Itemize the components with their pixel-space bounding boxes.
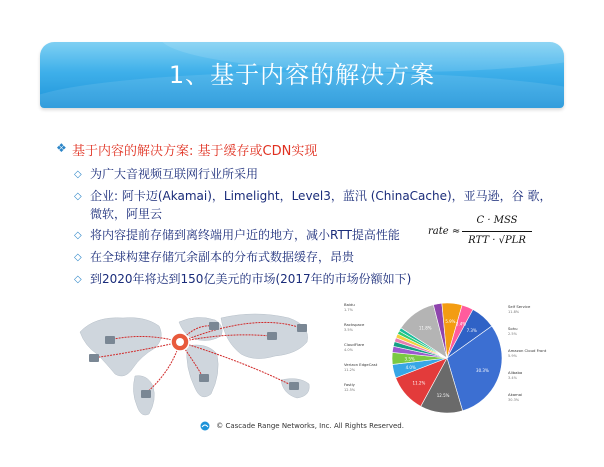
pie-slice-label: 3.5% xyxy=(404,356,415,362)
pie-legend-pct: 12.5% xyxy=(344,388,356,392)
pie-legend-label xyxy=(508,392,522,402)
pie-legend-label xyxy=(508,304,531,314)
pie-legend-name: CloudFlare xyxy=(344,342,365,347)
outline-diamond-icon: ◇ xyxy=(74,274,82,285)
sub-item xyxy=(74,165,576,184)
slide-title: 1、基于内容的解决方案 xyxy=(168,61,436,89)
formula-bar xyxy=(462,231,532,232)
pie-legend-label xyxy=(344,322,365,332)
rate-formula xyxy=(428,215,538,251)
pie-slice-label: 30.3% xyxy=(476,368,489,374)
main-bullet xyxy=(56,140,576,162)
sub-item-text: 到2020年将达到150亿美元的市场(2017年的市场份额如下) xyxy=(90,272,412,286)
pie-slice-label: 3.4% xyxy=(455,321,467,327)
footer xyxy=(0,418,604,434)
pie-legend-pct: 11.2% xyxy=(344,368,356,372)
diamond-bullet-icon: ❖ xyxy=(56,141,67,155)
pie-legend-name: Verizon EdgeCast xyxy=(344,362,378,367)
pie-legend-pct: 2.5% xyxy=(508,332,517,336)
pie-legend-label xyxy=(344,362,378,372)
pie-legend-name: Amazon Cloud Front xyxy=(508,348,547,353)
pie-legend-name: Fastly xyxy=(344,382,355,387)
formula-lhs: rate ≈ xyxy=(428,226,461,237)
pie-legend-name: Baidu xyxy=(344,302,355,307)
footer-copyright: © Cascade Range Networks, Inc. All Rights Reserved. xyxy=(216,422,404,430)
pie-legend-name: Sohu xyxy=(508,326,518,331)
sub-item-text: 将内容提前存储到离终端用户近的地方，减小RTT提高性能 xyxy=(90,228,400,242)
pie-slice-label: 11.2% xyxy=(412,380,426,386)
pie-legend-pct: 5.9% xyxy=(508,354,517,358)
pie-legend-pct: 30.3% xyxy=(508,398,520,402)
cascade-logo-icon xyxy=(200,421,210,431)
pie-legend-label xyxy=(344,302,355,312)
pie-legend-label xyxy=(508,326,518,336)
sub-item xyxy=(74,270,576,289)
pie-legend-label xyxy=(508,370,522,380)
formula-denominator: RTT · √PLR xyxy=(468,235,526,246)
pie-legend-pct: 3.4% xyxy=(508,376,517,380)
pie-legend-label xyxy=(344,382,356,392)
pie-legend-pct: 1.7% xyxy=(344,308,353,312)
outline-diamond-icon: ◇ xyxy=(74,191,82,202)
pie-legend-name: Akamai xyxy=(508,392,523,397)
sub-item-text: 企业: 阿卡迈(Akamai)，Limelight，Level3，蓝汛 (ChinaCache)，亚马逊，谷 歌，微软，阿里云 xyxy=(90,189,552,221)
main-bullet-text: 基于内容的解决方案: 基于缓存或CDN实现 xyxy=(72,144,318,159)
pie-legend-label xyxy=(344,342,365,352)
outline-diamond-icon: ◇ xyxy=(74,252,82,263)
pie-legend-pct: 11.8% xyxy=(508,310,520,314)
sub-item-text: 为广大音视频互联网行业所采用 xyxy=(90,167,259,181)
pie-legend-name: Self Service xyxy=(508,304,531,309)
pie-legend-pct: 3.5% xyxy=(344,328,353,332)
pie-legend-label xyxy=(508,348,547,358)
formula-numerator: C · MSS xyxy=(476,215,518,226)
pie-slice-label: 12.5% xyxy=(436,393,450,399)
pie-slice-label: 11.8% xyxy=(418,325,432,331)
cdn-market-share-pie-chart xyxy=(342,298,552,418)
pie-slice-label: 7.3% xyxy=(466,327,477,333)
cdn-world-map-diagram xyxy=(75,302,335,420)
pie-legend-name: Rackspace xyxy=(344,322,365,327)
outline-diamond-icon: ◇ xyxy=(74,169,82,180)
outline-diamond-icon: ◇ xyxy=(74,230,82,241)
pie-legend-pct: 4.0% xyxy=(344,348,353,352)
pie-legend-name: Alibaba xyxy=(508,370,523,375)
pie-slice-label: 5.9% xyxy=(445,318,456,324)
title-banner xyxy=(40,42,564,108)
pie-slice-label: 4.0% xyxy=(405,365,416,370)
sub-item-text: 在全球构建存储冗余副本的分布式数据缓存，昂贵 xyxy=(90,250,355,264)
